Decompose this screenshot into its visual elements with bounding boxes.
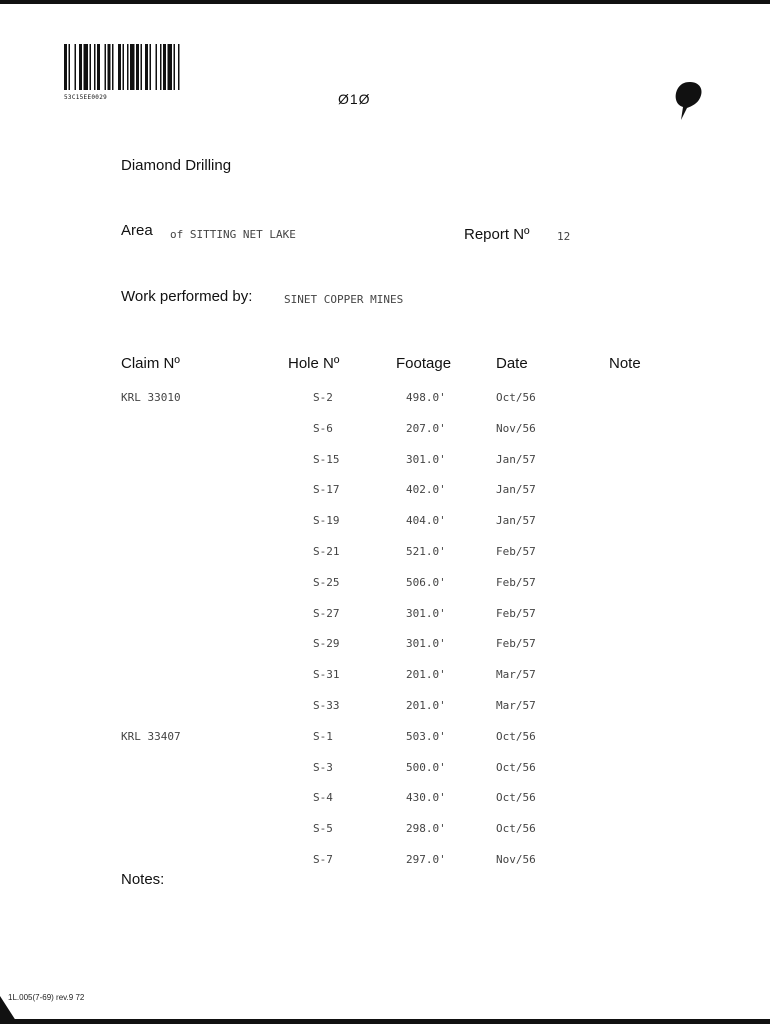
date-cell: Feb/57 (496, 637, 536, 651)
bottom-border (0, 1019, 770, 1024)
date-cell: Oct/56 (496, 391, 536, 404)
date-cell: Oct/56 (496, 760, 536, 774)
column-header-claim: Claim Nº (121, 355, 180, 372)
hole-cell: S-4 (313, 791, 333, 805)
footage-cell: 298.0' (406, 822, 446, 836)
hole-cell: S-33 (313, 699, 340, 712)
hole-cell: S-15 (313, 452, 340, 466)
hole-cell: S-7 (313, 853, 333, 866)
top-border (0, 0, 770, 4)
hole-cell: S-6 (313, 421, 333, 435)
table-row (0, 391, 770, 411)
page-code: Ø1Ø (338, 91, 371, 107)
footage-cell: 430.0' (406, 791, 446, 805)
table-row (0, 761, 770, 781)
footage-cell: 201.0' (406, 699, 446, 712)
table-row (0, 668, 770, 688)
date-cell: Oct/56 (496, 791, 536, 805)
hole-cell: S-1 (313, 729, 333, 743)
hole-cell: S-17 (313, 483, 340, 497)
report-value: 12 (557, 230, 571, 243)
hole-cell: S-31 (313, 668, 340, 682)
table-row (0, 483, 770, 503)
date-cell: Nov/56 (496, 421, 536, 435)
ink-mark-icon (672, 80, 704, 122)
claim-cell: KRL 33010 (121, 391, 181, 404)
date-cell: Feb/57 (496, 545, 536, 558)
claim-cell: KRL 33407 (121, 729, 181, 743)
date-cell: Oct/56 (496, 822, 536, 836)
footage-cell: 521.0' (406, 545, 446, 558)
date-cell: Nov/56 (496, 853, 536, 866)
barcode-number: 53C15EE0029 (64, 94, 108, 101)
footage-cell: 498.0' (406, 391, 446, 404)
footage-cell: 207.0' (406, 421, 446, 435)
column-header-footage: Footage (396, 355, 452, 372)
footage-cell: 301.0' (406, 606, 446, 620)
hole-cell: S-2 (313, 391, 333, 404)
barcode (64, 44, 280, 90)
table-row (0, 637, 770, 657)
footage-cell: 201.0' (406, 668, 446, 682)
table-row (0, 576, 770, 596)
footage-cell: 297.0' (406, 853, 446, 866)
date-cell: Feb/57 (496, 575, 536, 589)
table-row (0, 730, 770, 750)
table-row (0, 453, 770, 473)
notes-label: Notes: (121, 871, 165, 888)
date-cell: Mar/57 (496, 668, 536, 682)
date-cell: Jan/57 (496, 514, 536, 528)
footage-cell: 404.0' (406, 514, 446, 528)
work-performed-label: Work performed by: (121, 288, 253, 305)
date-cell: Jan/57 (496, 452, 536, 466)
form-title: Diamond Drilling (121, 157, 232, 174)
table-row (0, 822, 770, 842)
date-cell: Jan/57 (496, 483, 536, 497)
table-row (0, 607, 770, 627)
hole-cell: S-25 (313, 575, 340, 589)
footage-cell: 500.0' (406, 760, 446, 774)
area-label: Area (121, 222, 153, 239)
table-row (0, 422, 770, 442)
hole-cell: S-29 (313, 637, 340, 651)
date-cell: Mar/57 (496, 699, 536, 712)
footage-cell: 301.0' (406, 452, 446, 466)
area-value: of SITTING NET LAKE (170, 228, 296, 241)
footage-cell: 506.0' (406, 575, 446, 589)
table-row (0, 791, 770, 811)
column-header-hole: Hole Nº (288, 355, 340, 372)
table-row (0, 699, 770, 719)
footage-cell: 503.0' (406, 729, 446, 743)
table-row (0, 853, 770, 873)
footage-cell: 301.0' (406, 637, 446, 651)
hole-cell: S-21 (313, 545, 340, 558)
date-cell: Oct/56 (496, 729, 536, 743)
report-label: Report Nº (464, 226, 530, 243)
date-cell: Feb/57 (496, 606, 536, 620)
table-row (0, 545, 770, 565)
hole-cell: S-27 (313, 606, 340, 620)
work-performed-value: SINET COPPER MINES (284, 293, 404, 306)
hole-cell: S-5 (313, 822, 333, 836)
column-header-date: Date (496, 355, 528, 372)
hole-cell: S-19 (313, 514, 340, 528)
form-code: 1L.005(7-69) rev.9 72 (8, 993, 85, 1002)
table-row (0, 514, 770, 534)
column-header-note: Note (609, 355, 641, 372)
footage-cell: 402.0' (406, 483, 446, 497)
hole-cell: S-3 (313, 760, 333, 774)
